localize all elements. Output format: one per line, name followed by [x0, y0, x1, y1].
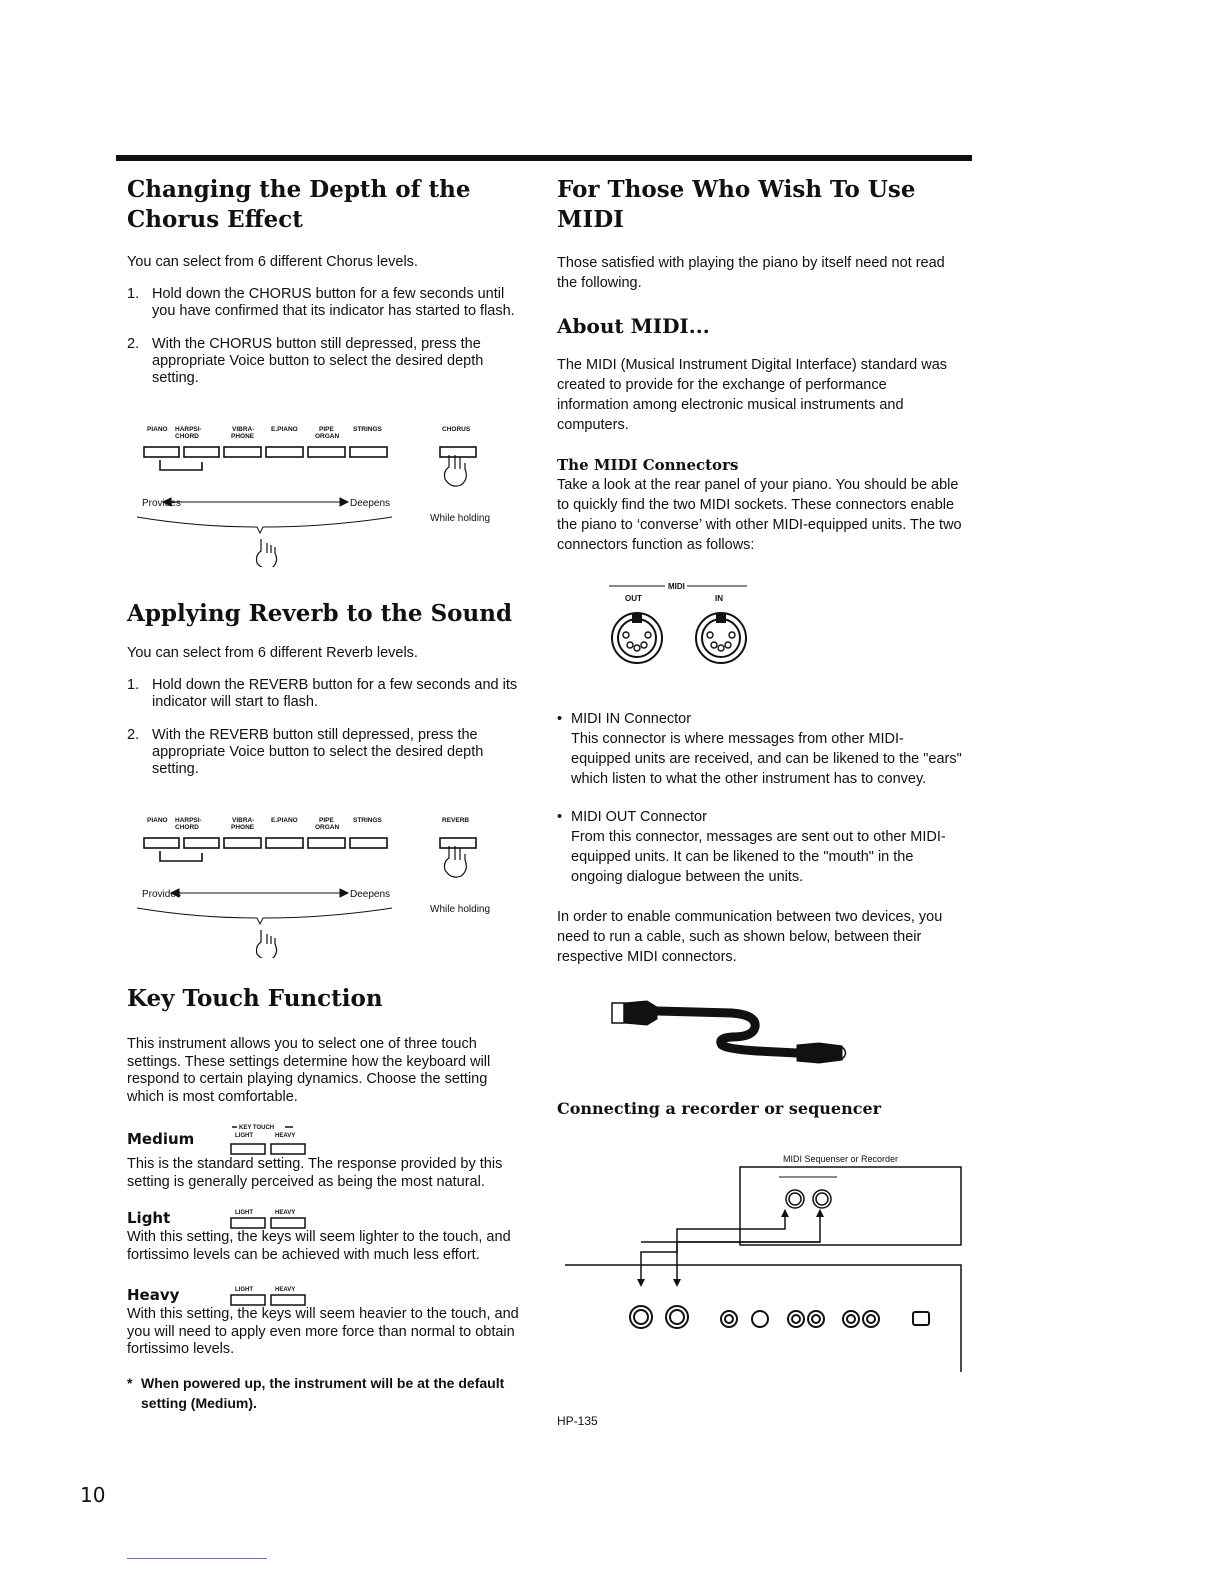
while-holding-label: While holding — [430, 904, 491, 915]
voice-label-harpsi-2: CHORD — [175, 824, 199, 831]
left-column — [127, 175, 527, 1413]
voice-label-vibra: VIBRA- — [232, 817, 255, 824]
voice-button — [184, 838, 219, 848]
voice-label-epiano: E.PIANO — [271, 817, 298, 824]
piano-panel — [565, 1265, 961, 1372]
reverb-title: Applying Reverb to the Sound — [127, 600, 513, 627]
output-r-jack-icon — [843, 1311, 859, 1327]
light-button-label: LIGHT — [235, 1133, 253, 1139]
voice-label-strings: STRINGS — [353, 426, 382, 433]
keytouch-heavy — [127, 1284, 527, 1359]
voice-label-strings: STRINGS — [353, 817, 382, 824]
voice-button — [266, 447, 303, 457]
voice-button — [308, 447, 345, 457]
list-item — [557, 807, 962, 887]
midi-in-title: • MIDI IN Connector — [571, 711, 692, 727]
voice-button — [350, 447, 387, 457]
input-l-jack-icon — [808, 1311, 824, 1327]
heavy-button-label: HEAVY — [275, 1210, 296, 1216]
heavy-button — [271, 1295, 305, 1305]
voice-label-pipe: PIPE — [319, 426, 334, 433]
voice-label-epiano: E.PIANO — [271, 426, 298, 433]
keytouch-title: Key Touch Function — [127, 985, 383, 1012]
heavy-button-label: HEAVY — [275, 1133, 296, 1139]
default-setting-note: * When powered up, the instrument will be at the default setting (Medium). — [127, 1373, 527, 1413]
medium-label: Medium — [127, 1130, 195, 1148]
voice-label-piano: PIANO — [147, 817, 168, 824]
hand-icon — [257, 930, 277, 958]
heavy-text: With this setting, the keys will seem heavier to the touch, and you will need to apply even more force than normal to obtain fortissimo levels. — [127, 1306, 519, 1357]
chorus-title: Changing the Depth of the Chorus Effect — [127, 176, 471, 233]
light-label: Light — [127, 1209, 171, 1227]
voice-button — [350, 838, 387, 848]
power-socket-icon — [913, 1312, 929, 1325]
sequencer-midi-sockets — [779, 1177, 837, 1208]
input-r-jack-icon — [788, 1311, 804, 1327]
pedal-jack-icon — [721, 1311, 737, 1327]
chorus-diagram — [127, 417, 527, 567]
list-item: 2. With the CHORUS button still depressed, press the appropriate Voice button to select the desired depth setting. — [127, 336, 484, 386]
brace — [137, 517, 392, 533]
midi-in-label: IN — [715, 594, 723, 603]
voice-label-harpsi-2: CHORD — [175, 433, 199, 440]
footer-line — [127, 1558, 267, 1559]
cable-line — [677, 1242, 820, 1285]
deepens-label: Deepens — [350, 889, 391, 900]
light-button — [231, 1218, 265, 1228]
voice-label-pipe-2: ORGAN — [315, 433, 340, 440]
heavy-label: Heavy — [127, 1286, 180, 1304]
voice-label-pipe: PIPE — [319, 817, 334, 824]
voice-button — [224, 447, 261, 457]
midi-group-label: MIDI — [668, 582, 685, 591]
heavy-button — [271, 1144, 305, 1154]
chorus-button-label: CHORUS — [442, 426, 471, 433]
light-button — [231, 1144, 265, 1154]
reverb-intro: You can select from 6 different Reverb levels. — [127, 645, 418, 661]
list-item: 1. Hold down the REVERB button for a few seconds and its indicator will start to flash. — [127, 677, 518, 710]
voice-label-harpsi: HARPSI- — [175, 426, 202, 433]
right-column — [557, 175, 962, 1407]
chorus-steps — [127, 286, 527, 387]
keytouch-medium-diagram — [227, 1122, 327, 1156]
while-holding-label: While holding — [430, 513, 491, 524]
midi-intro: Those satisfied with playing the piano by itself need not read the following. — [557, 255, 945, 291]
reverb-steps — [127, 677, 527, 778]
medium-text: This is the standard setting. The response provided by this setting is generally perceived as being the most natural. — [127, 1156, 503, 1190]
voice-button — [184, 447, 219, 457]
midi-out-title: • MIDI OUT Connector — [571, 809, 707, 825]
sequencer-box — [740, 1167, 961, 1245]
recorder-title: Connecting a recorder or sequencer — [557, 1099, 882, 1118]
midi-cable-illustration — [557, 983, 962, 1073]
sequencer-connection-diagram — [557, 1147, 962, 1407]
midi-out-text: From this connector, messages are sent out to other MIDI-equipped units. It can be likened to the "mouth" in the ongoing dialogue between the units. — [571, 829, 946, 885]
voice-button — [144, 447, 179, 457]
reverb-diagram — [127, 808, 527, 958]
bracket — [160, 851, 202, 861]
keytouch-heavy-diagram — [227, 1284, 327, 1306]
midi-connectors-text: Take a look at the rear panel of your piano. You should be able to quickly find the two MIDI sockets. These connectors enable the piano to ‘converse’ with other MIDI-equipped units. The two connectors function as follows: — [557, 477, 962, 553]
keytouch-medium — [127, 1122, 527, 1191]
cable-line — [641, 1210, 820, 1242]
chorus-intro: You can select from 6 different Chorus levels. — [127, 254, 418, 270]
midi-out-label: OUT — [625, 594, 642, 603]
midi-title: For Those Who Wish To Use MIDI — [557, 176, 916, 233]
voice-label-vibra-2: PHONE — [231, 433, 255, 440]
hand-icon — [445, 846, 467, 877]
reverb-button-label: REVERB — [442, 817, 470, 824]
about-midi-title: About MIDI... — [557, 314, 710, 338]
midi-connector-list — [557, 709, 962, 887]
midi-out-socket-icon — [612, 613, 662, 663]
keytouch-light — [127, 1207, 527, 1264]
provides-label: Provides — [142, 498, 181, 509]
keytouch-light-diagram — [227, 1207, 327, 1229]
light-button — [231, 1295, 265, 1305]
chorus-button — [440, 447, 476, 457]
cable-line — [641, 1210, 785, 1285]
reverb-button — [440, 838, 476, 848]
sequencer-label: MIDI Sequenser or Recorder — [783, 1154, 899, 1164]
list-item — [557, 709, 962, 789]
voice-button — [308, 838, 345, 848]
page-number: 10 — [80, 1483, 106, 1507]
cable-text: In order to enable communication between two devices, you need to run a cable, such as shown below, between their respective MIDI connectors. — [557, 909, 943, 965]
list-item: 2. With the REVERB button still depressed, press the appropriate Voice button to select the desired depth setting. — [127, 727, 484, 777]
heavy-button-label: HEAVY — [275, 1287, 296, 1293]
light-button-label: LIGHT — [235, 1210, 253, 1216]
voice-button — [266, 838, 303, 848]
light-text: With this setting, the keys will seem lighter to the touch, and fortissimo levels can be achieved with much less effort. — [127, 1229, 511, 1263]
voice-label-vibra-2: PHONE — [231, 824, 255, 831]
midi-connectors-title: The MIDI Connectors — [557, 456, 739, 474]
brace — [137, 908, 392, 924]
keytouch-group-label: KEY TOUCH — [239, 1125, 275, 1131]
bracket — [160, 460, 202, 470]
hand-icon — [257, 539, 277, 567]
voice-label-harpsi: HARPSI- — [175, 817, 202, 824]
light-button-label: LIGHT — [235, 1287, 253, 1293]
piano-jacks — [630, 1306, 929, 1328]
top-rule — [116, 155, 972, 161]
provides-label: Provides — [142, 889, 181, 900]
voice-label-piano: PIANO — [147, 426, 168, 433]
about-midi-text: The MIDI (Musical Instrument Digital Interface) standard was created to provide for the exchange of performance information among electronic musical instruments and computers. — [557, 357, 948, 433]
list-item: 1. Hold down the CHORUS button for a few seconds until you have confirmed that its indicator has started to flash. — [127, 286, 515, 319]
keytouch-intro: This instrument allows you to select one of three touch settings. These settings determine how the keyboard will respond to certain playing dynamics. Choose the setting which is most comfortable. — [127, 1036, 491, 1105]
phones-jack-icon — [752, 1311, 768, 1327]
voice-label-pipe-2: ORGAN — [315, 824, 340, 831]
voice-button — [144, 838, 179, 848]
deepens-label: Deepens — [350, 498, 391, 509]
midi-in-text: This connector is where messages from other MIDI-equipped units are received, and can be likened to the "ears" which listen to what the other instrument has to convey. — [571, 731, 962, 787]
midi-connectors-diagram — [557, 575, 962, 685]
voice-button — [224, 838, 261, 848]
hand-icon — [445, 455, 467, 486]
output-l-jack-icon — [863, 1311, 879, 1327]
heavy-button — [271, 1218, 305, 1228]
midi-in-socket-icon — [696, 613, 746, 663]
voice-label-vibra: VIBRA- — [232, 426, 255, 433]
model-label: HP-135 — [557, 1414, 598, 1428]
